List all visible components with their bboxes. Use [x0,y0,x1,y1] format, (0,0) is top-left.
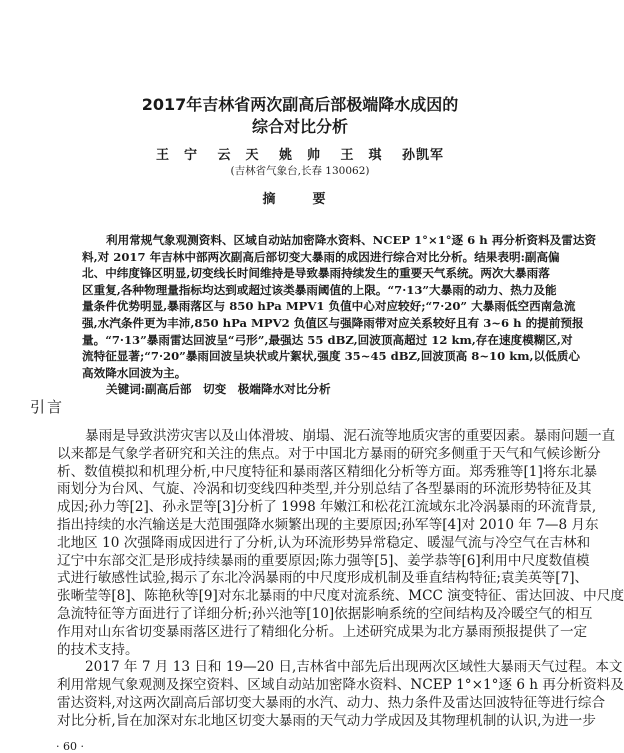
text-line: 高效降水回波为主。 [82,365,187,380]
text-line: 的技术支持。 [57,641,139,658]
text-line: 量。“7·13”暴雨雷达回波呈“弓形”,最强达 55 dBZ,回波顶高超过 12 km,存在速度模糊区,对 [82,332,573,347]
text-line: 利用常规气象观测及探空资料、区域自动站加密降水资料、NCEP 1°×1°逐 6 h 再分析资料及 [57,677,624,694]
text-line: 流特征显著;“7·20”暴雨回波呈块状或片絮状,强度 35~45 dBZ,回波顶高 8~10 km,以低质心 [82,349,580,364]
text-line: 暴雨是导致洪涝灾害以及山体滑坡、崩塌、泥石流等地质灾害的重要因素。暴雨问题一直 [85,428,616,444]
text-line: 成因;孙力等[2]、孙永罡等[3]分析了 1998 年嫩江和松花江流域东北冷涡暴雨的环流背景, [57,499,597,516]
text-line: 以来都是气象学者研究和关注的焦点。对于中国北方暴雨的研究多侧重于天气和气候诊断分 [57,445,601,462]
text-line: 北、中纬度锋区明显,切变线长时间维持是导致暴雨持续发生的重要天气系统。两次大暴雨落 [82,266,550,281]
text-line: 式进行敏感性试验,揭示了东北冷涡暴雨的中尺度形成机制及垂直结构特征;袁美英等[7]、 [57,570,589,587]
page-number: · 60 · [56,740,84,753]
text-line: 雷达资料,对这两次副高后部切变大暴雨的水汽、动力、热力条件及雷达回波特征等进行综合 [57,694,606,711]
keywords: 关键词:副高后部 切变 极端降水对比分析 [106,382,331,397]
text-line: 利用常规气象观测资料、区域自动站加密降水资料、NCEP 1°×1°逐 6 h 再分析资料及雷达资 [106,233,597,247]
text-line: 辽宁中东部交汇是形成持续暴雨的重要原因;陈力强等[5]、姜学恭等[6]利用中尺度数值模 [57,552,590,569]
body-text [57,428,624,731]
text-line: 作用对山东省切变暴雨落区进行了精细化分析。上述研究成果为北方暴雨预报提供了一定 [57,623,588,640]
text-line: 强,水汽条件更为丰沛,850 hPa MPV2 负值区与强降雨带对应关系较好且有 3~6 h 的提前预报 [82,315,584,330]
section-heading: 引言 [30,398,65,416]
text-line: 指出持续的水汽输送是大范围强降水频繁出现的主要原因;孙军等[4]对 2010 年 7—8 月东 [57,516,599,533]
text-line: 急流特征等方面进行了详细分析;孙兴池等[10]依据影响系统的空间结构及冷暖空气的相互 [57,605,593,622]
paper-title-line-2: 综合对比分析 [251,117,348,136]
abstract-heading: 摘 要 [262,192,338,207]
text-line: 析、数值模拟和机理分析,中尺度特征和暴雨落区精细化分析等方面。郑秀雅等[1]将东北暴 [57,463,598,480]
text-line: 张晰莹等[8]、陈艳秋等[9]对东北暴雨的中尺度对流系统、MCC 演变特征、雷达回波、中尺度 [57,588,624,605]
text-line: 对比分析,旨在加深对东北地区切变大暴雨的天气动力学成因及其物理机制的认识,为进一步 [57,712,596,729]
text-line: 区重复,各种物理量指标均达到或超过该类暴雨阈值的上限。“7·13”大暴雨的动力、热力及能 [82,282,557,297]
paper-title-line-1: 2017年吉林省两次副高后部极端降水成因的 [141,95,459,114]
authors: 王 宁 云 天 姚 帅 王 琪 孙凯军 [155,148,445,163]
text-line: 雨划分为台风、气旋、冷涡和切变线四种类型,并分别总结了各型暴雨的环流形势特征及其 [57,481,592,498]
text-line: 北地区 10 次强降雨成因进行了分析,认为环流形势异常稳定、暖湿气流与冷空气在吉林和 [57,534,591,551]
text-line: 料,对 2017 年吉林中部两次副高后部切变大暴雨的成因进行综合对比分析。结果表明:副高偏 [82,249,560,264]
affiliation: (吉林省气象台,长春 130062) [230,165,370,177]
text-line: 量条件优势明显,暴雨落区与 850 hPa MPV1 负值中心对应较好;“7·20” 大暴雨低空西南急流 [82,299,576,314]
text-line: 2017 年 7 月 13 日和 19—20 日,吉林省中部先后出现两次区域性大暴雨天气过程。本文 [85,659,623,676]
abstract [82,232,597,398]
